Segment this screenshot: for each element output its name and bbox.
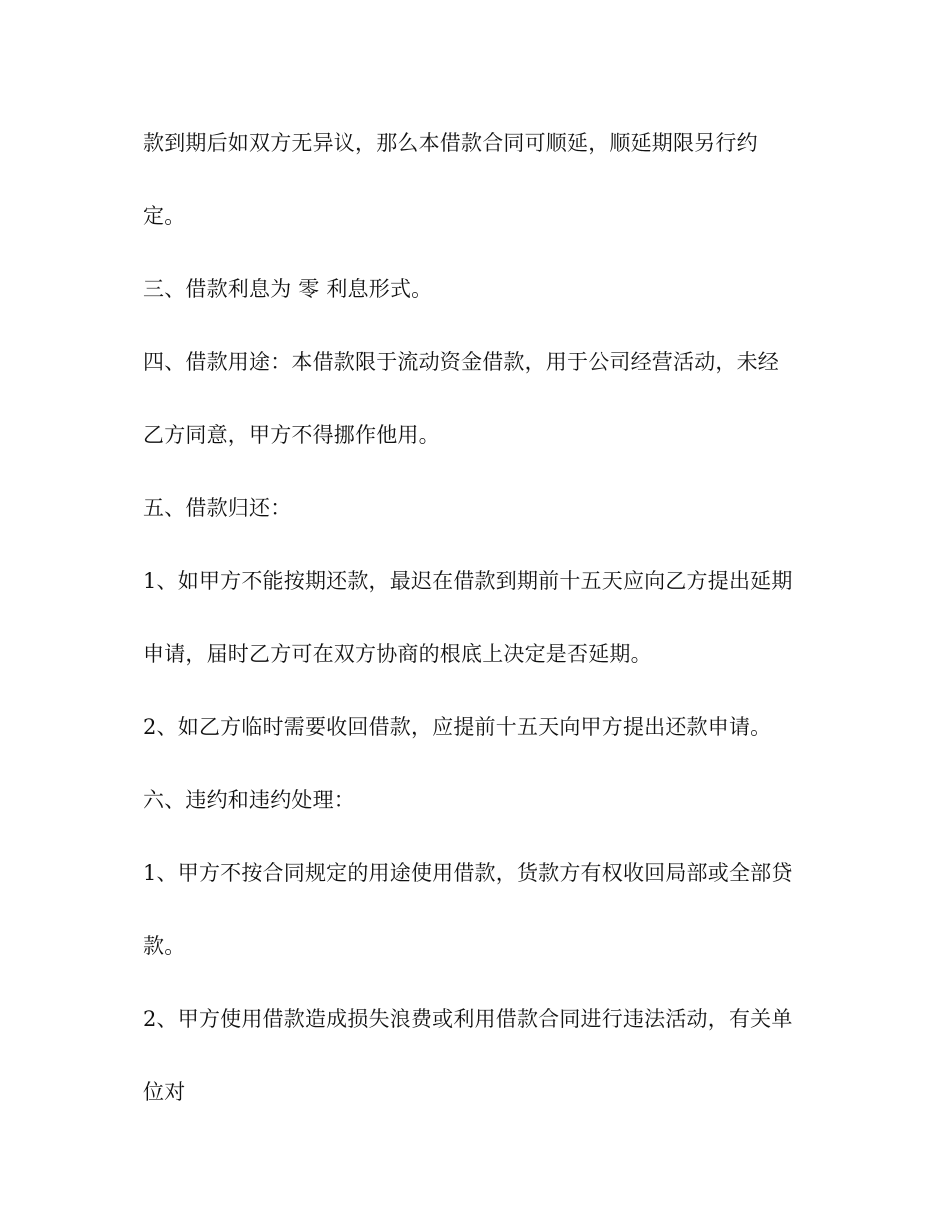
paragraph-line: 申请，届时乙方可在双方协商的根底上决定是否延期。 — [143, 642, 652, 666]
paragraph-line: 款。 — [143, 934, 186, 958]
clause-4-line: 四、借款用途：本借款限于流动资金借款，用于公司经营活动，未经 — [143, 350, 779, 374]
clause-5-item-1-line: 1、如甲方不能按期还款，最迟在借款到期前十五天应向乙方提出延期 — [143, 569, 793, 593]
paragraph-line: 乙方同意，甲方不得挪作他用。 — [143, 423, 440, 447]
clause-5-item-2-line: 2、如乙方临时需要收回借款，应提前十五天向甲方提出还款申请。 — [143, 715, 772, 739]
clause-6-item-2-line: 2、甲方使用借款造成损失浪费或利用借款合同进行违法活动，有关单 — [143, 1007, 793, 1031]
clause-3-line: 三、借款利息为 零 利息形式。 — [143, 277, 433, 301]
clause-5-heading: 五、借款归还： — [143, 496, 292, 520]
paragraph-line: 款到期后如双方无异议，那么本借款合同可顺延，顺延期限另行约 — [143, 131, 758, 155]
paragraph-line: 位对 — [143, 1080, 186, 1104]
clause-6-heading: 六、违约和违约处理： — [143, 788, 355, 812]
clause-6-item-1-line: 1、甲方不按合同规定的用途使用借款，货款方有权收回局部或全部贷 — [143, 861, 793, 885]
paragraph-line: 定。 — [143, 204, 186, 228]
